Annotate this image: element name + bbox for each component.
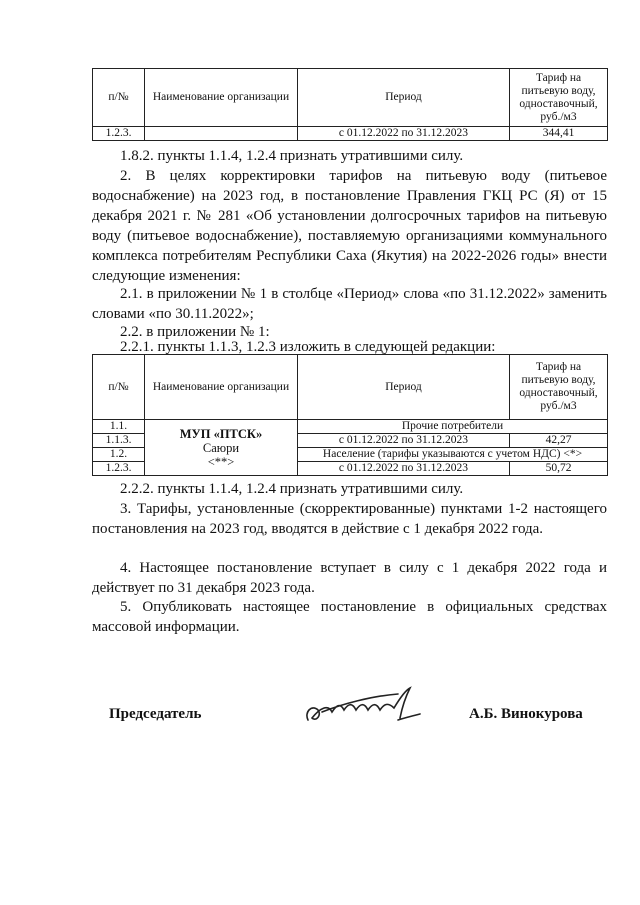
table-row <box>93 127 608 141</box>
header-tariff: Тариф на питьевую воду, одноставочный, руб./м3 <box>510 355 608 420</box>
tariff-table-1 <box>92 68 608 141</box>
header-period: Период <box>298 355 510 420</box>
table-header-row <box>93 355 608 420</box>
cell-tariff: 50,72 <box>510 462 608 476</box>
cell-num: 1.1.3. <box>93 434 145 448</box>
org-note: <**> <box>207 454 235 469</box>
header-num: п/№ <box>93 69 145 127</box>
table-row <box>93 420 608 434</box>
header-org: Наименование организации <box>145 69 298 127</box>
cell-period: с 01.12.2022 по 31.12.2023 <box>298 127 510 141</box>
cell-period: с 01.12.2022 по 31.12.2023 <box>298 462 510 476</box>
header-tariff: Тариф на питьевую воду, одноставочный, руб./м3 <box>510 69 608 127</box>
cell-num: 1.2.3. <box>93 462 145 476</box>
paragraph-3: 3. Тарифы, установленные (скорректированные) пунктами 1-2 настоящего постановления на 2023 год, вводятся в действие с 1 декабря 2022 года. <box>92 501 607 537</box>
org-place: Саюри <box>202 440 240 455</box>
signatory-name: А.Б. Винокурова <box>469 706 583 722</box>
paragraph-2-2: 2.2. в приложении № 1: <box>120 324 270 340</box>
cell-num: 1.2.3. <box>93 127 145 141</box>
cell-org <box>145 420 298 476</box>
header-period: Период <box>298 69 510 127</box>
cell-category: Население (тарифы указываются с учетом НДС) <*> <box>298 448 608 462</box>
cell-num: 1.1. <box>93 420 145 434</box>
cell-tariff: 42,27 <box>510 434 608 448</box>
cell-num: 1.2. <box>93 448 145 462</box>
cell-category: Прочие потребители <box>298 420 608 434</box>
cell-period: с 01.12.2022 по 31.12.2023 <box>298 434 510 448</box>
header-org: Наименование организации <box>145 355 298 420</box>
org-name: МУП «ПТСК» <box>179 426 263 441</box>
cell-tariff: 344,41 <box>510 127 608 141</box>
cell-org <box>145 127 298 141</box>
paragraph-2: 2. В целях корректировки тарифов на питьевую воду (питьевое водоснабжение) на 2023 год, в постановление Правления ГКЦ РС (Я) от 15 декабря 2021 г. № 281 «Об установлении долгосрочных тарифов на питьевую воду (питьевое водоснабжение), поставляемую организациями коммунального комплекса потребителям Республики Саха (Якутия) на 2022-2026 годы» внести следующие изменения: <box>92 168 607 284</box>
paragraph-2-1: 2.1. в приложении № 1 в столбце «Период» слова «по 31.12.2022» заменить словами «по 30.11.2022»; <box>92 286 607 322</box>
tariff-table-2 <box>92 354 608 476</box>
paragraph-4: 4. Настоящее постановление вступает в силу с 1 декабря 2022 года и действует по 31 декабря 2023 года. <box>92 560 607 596</box>
paragraph-2-2-2: 2.2.2. пункты 1.1.4, 1.2.4 признать утратившими силу. <box>120 481 464 497</box>
paragraph-1-8-2: 1.8.2. пункты 1.1.4, 1.2.4 признать утратившими силу. <box>120 148 464 164</box>
paragraph-2-2-1: 2.2.1. пункты 1.1.3, 1.2.3 изложить в следующей редакции: <box>120 339 496 355</box>
handwritten-signature <box>302 682 426 732</box>
table-header-row <box>93 69 608 127</box>
header-num: п/№ <box>93 355 145 420</box>
signatory-position: Председатель <box>109 706 202 722</box>
paragraph-5: 5. Опубликовать настоящее постановление в официальных средствах массовой информации. <box>92 599 607 635</box>
